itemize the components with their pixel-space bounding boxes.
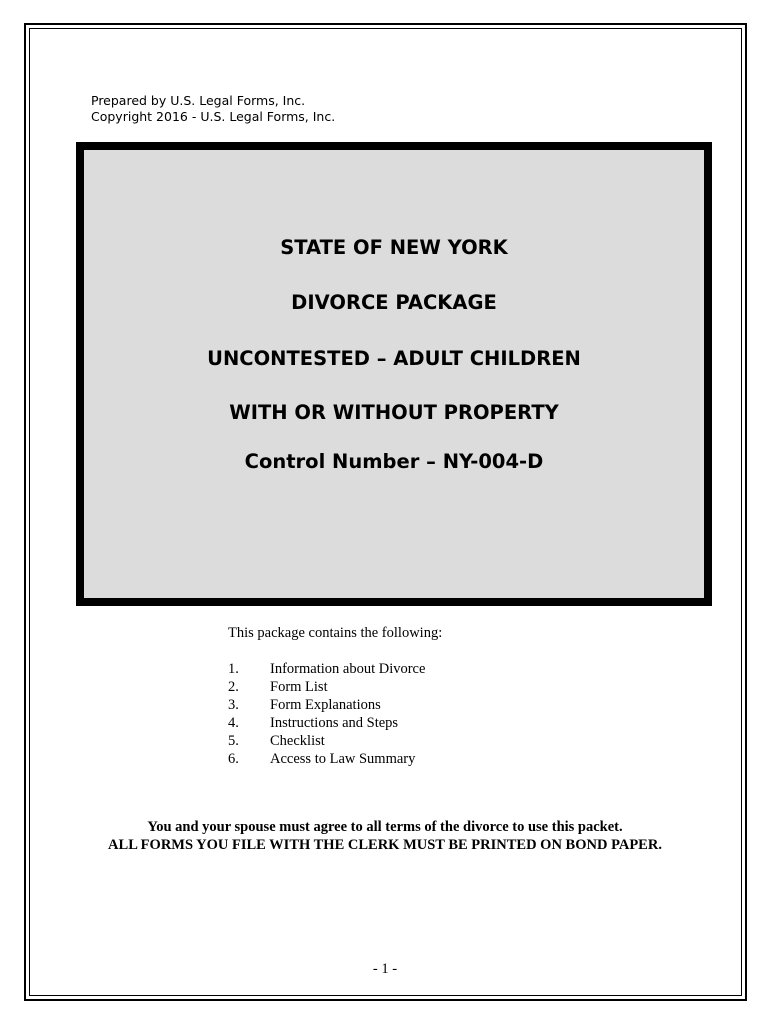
list-number: 5. bbox=[228, 733, 239, 749]
page-number: - 1 - bbox=[372, 961, 398, 977]
list-label: Form Explanations bbox=[270, 697, 381, 713]
list-number: 6. bbox=[228, 751, 239, 767]
package-type: UNCONTESTED – ADULT CHILDREN bbox=[207, 347, 581, 370]
package-title: DIVORCE PACKAGE bbox=[291, 291, 497, 314]
state-title: STATE OF NEW YORK bbox=[280, 236, 508, 259]
contents-intro: This package contains the following: bbox=[228, 625, 443, 641]
list-number: 2. bbox=[228, 679, 239, 695]
notice-line-1: You and your spouse must agree to all terms of the divorce to use this packet. bbox=[147, 819, 623, 835]
list-label: Access to Law Summary bbox=[270, 751, 416, 767]
prepared-by-text: Prepared by U.S. Legal Forms, Inc. bbox=[91, 93, 306, 108]
title-box bbox=[76, 142, 712, 606]
list-label: Form List bbox=[270, 679, 328, 695]
notice-line-2: ALL FORMS YOU FILE WITH THE CLERK MUST BE PRINTED ON BOND PAPER. bbox=[108, 837, 662, 853]
list-number: 3. bbox=[228, 697, 239, 713]
list-number: 4. bbox=[228, 715, 239, 731]
list-number: 1. bbox=[228, 661, 239, 677]
property-line: WITH OR WITHOUT PROPERTY bbox=[229, 401, 559, 424]
copyright-text: Copyright 2016 - U.S. Legal Forms, Inc. bbox=[91, 109, 336, 124]
agreement-notice bbox=[30, 818, 740, 854]
list-label: Checklist bbox=[270, 733, 325, 749]
list-label: Instructions and Steps bbox=[270, 715, 399, 731]
prepared-by-header bbox=[91, 93, 335, 125]
list-label: Information about Divorce bbox=[270, 661, 426, 677]
control-number: Control Number – NY-004-D bbox=[244, 450, 544, 473]
